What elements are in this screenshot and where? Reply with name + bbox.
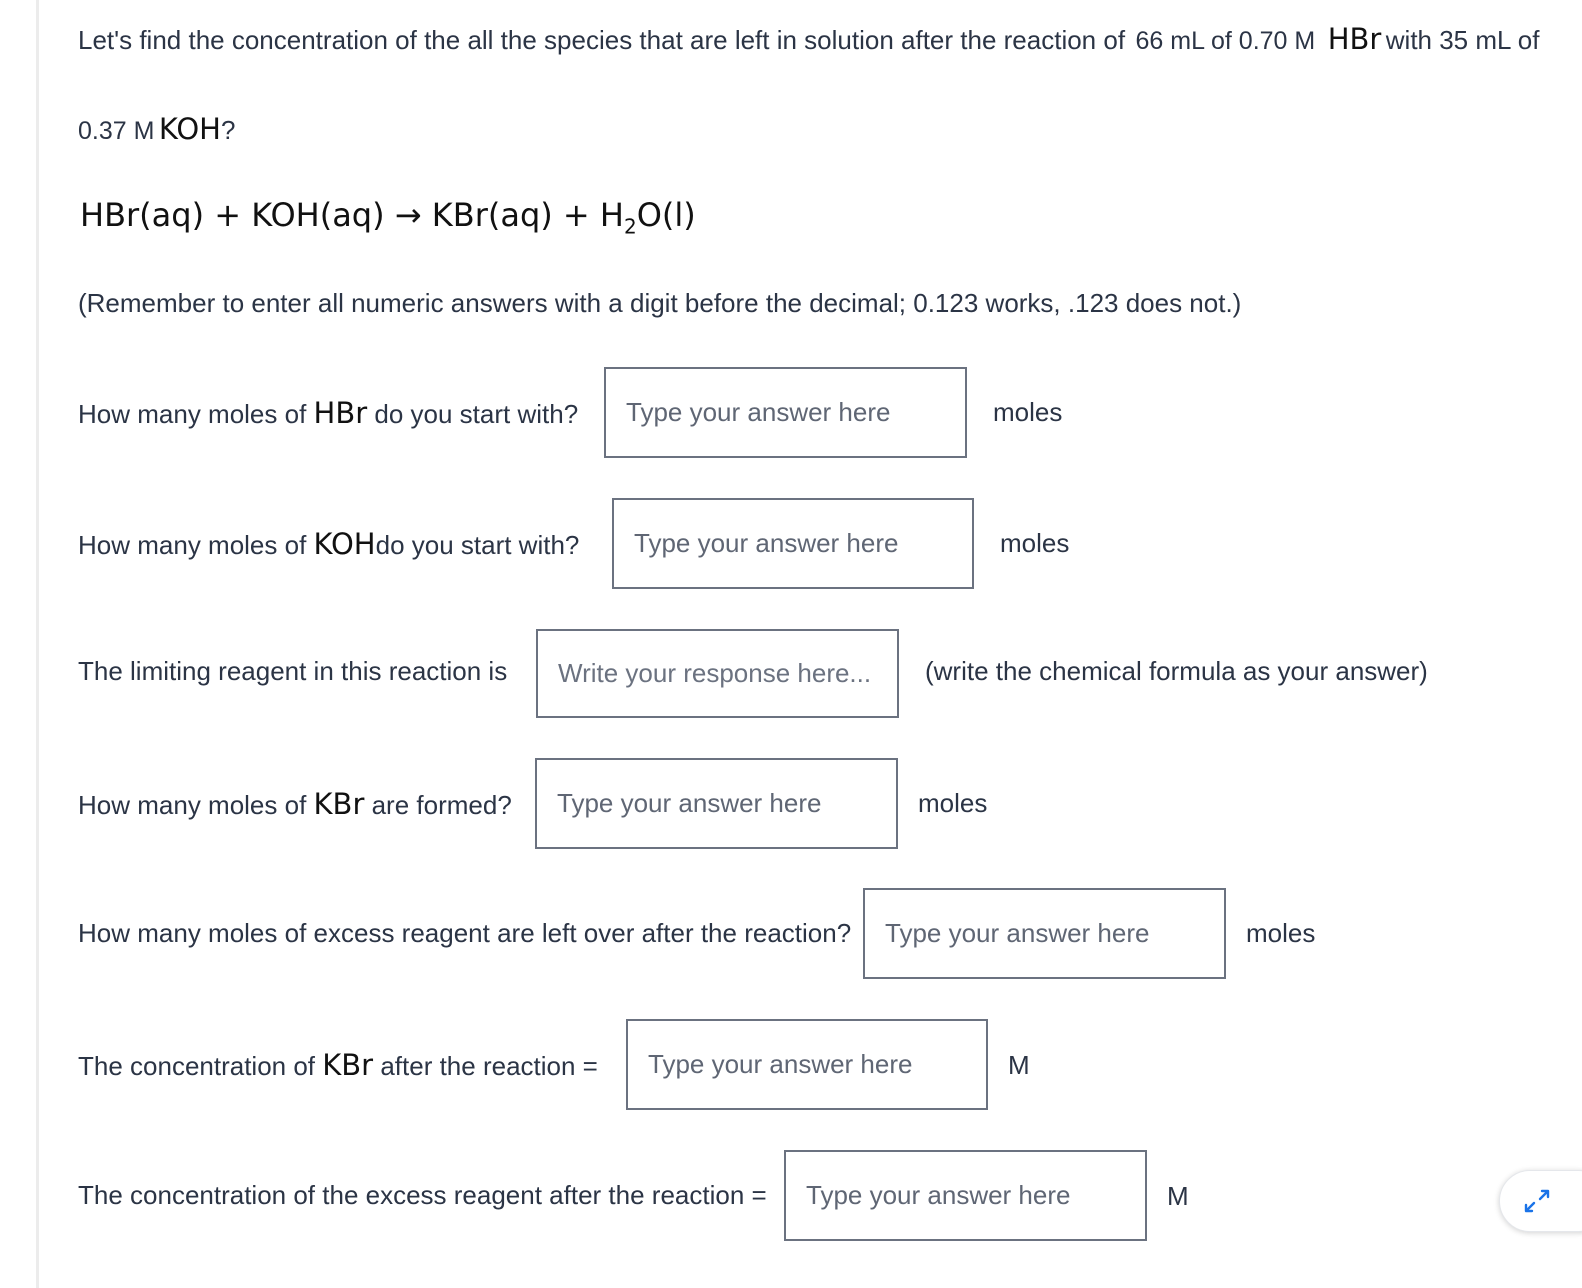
q6-unit: M <box>1008 1050 1030 1080</box>
intro-text: Let's find the concentration of the all the species that are left in solution after the reaction of <box>78 25 1126 55</box>
q2-moles-koh-input[interactable] <box>612 498 974 589</box>
q1-unit: moles <box>993 397 1063 427</box>
q7-excess-concentration-input[interactable] <box>784 1150 1147 1241</box>
intro-line-2 <box>78 112 235 146</box>
q1-formula: HBr <box>313 396 368 430</box>
q2-label <box>78 527 579 561</box>
q4-label <box>78 787 512 821</box>
intro-middle-text: with 35 mL of <box>1385 25 1540 55</box>
q6-pre: The concentration of <box>78 1051 323 1081</box>
q2-pre: How many moles of <box>78 530 314 560</box>
koh-formula: KOH <box>158 112 221 146</box>
q3-limiting-reagent-input[interactable] <box>536 629 899 718</box>
hbr-amount: 66 mL of 0.70 M <box>1135 27 1316 55</box>
q4-post: are formed? <box>364 790 512 820</box>
q5-unit: moles <box>1246 918 1316 948</box>
q2-post: do you start with? <box>375 530 580 560</box>
q1-moles-hbr-input[interactable] <box>604 367 967 458</box>
equation-right: O(l) <box>636 196 696 234</box>
q6-kbr-concentration-input[interactable] <box>626 1019 988 1110</box>
reminder-text: (Remember to enter all numeric answers with a digit before the decimal; 0.123 works, .123 does not.) <box>78 288 1242 318</box>
question-mark: ? <box>220 115 236 145</box>
q1-post: do you start with? <box>367 399 579 429</box>
q6-label <box>78 1048 598 1082</box>
q4-unit: moles <box>918 788 988 818</box>
q4-formula: KBr <box>313 787 365 821</box>
intro-line-1 <box>78 22 1539 56</box>
q3-label: The limiting reagent in this reaction is <box>78 656 508 686</box>
koh-amount: 0.37 M <box>78 117 155 145</box>
q2-unit: moles <box>1000 528 1070 558</box>
left-divider <box>36 0 39 1288</box>
q4-pre: How many moles of <box>78 790 314 820</box>
expand-button[interactable] <box>1499 1170 1582 1232</box>
equation-left: HBr(aq) + KOH(aq) → KBr(aq) + H <box>80 196 624 234</box>
q2-formula: KOH <box>313 527 376 561</box>
q6-post: after the reaction = <box>373 1051 598 1081</box>
q1-pre: How many moles of <box>78 399 314 429</box>
q1-label <box>78 396 578 430</box>
q6-formula: KBr <box>322 1048 374 1082</box>
q4-moles-kbr-input[interactable] <box>535 758 898 849</box>
hbr-formula: HBr <box>1327 22 1382 56</box>
q7-unit: M <box>1167 1181 1189 1211</box>
q5-excess-moles-input[interactable] <box>863 888 1226 979</box>
q3-note: (write the chemical formula as your answer) <box>925 656 1428 686</box>
q7-label: The concentration of the excess reagent after the reaction = <box>78 1180 767 1210</box>
reaction-equation <box>80 196 696 238</box>
expand-arrows-icon <box>1518 1185 1558 1219</box>
equation-subscript: 2 <box>623 214 637 239</box>
q5-label: How many moles of excess reagent are left over after the reaction? <box>78 918 852 948</box>
